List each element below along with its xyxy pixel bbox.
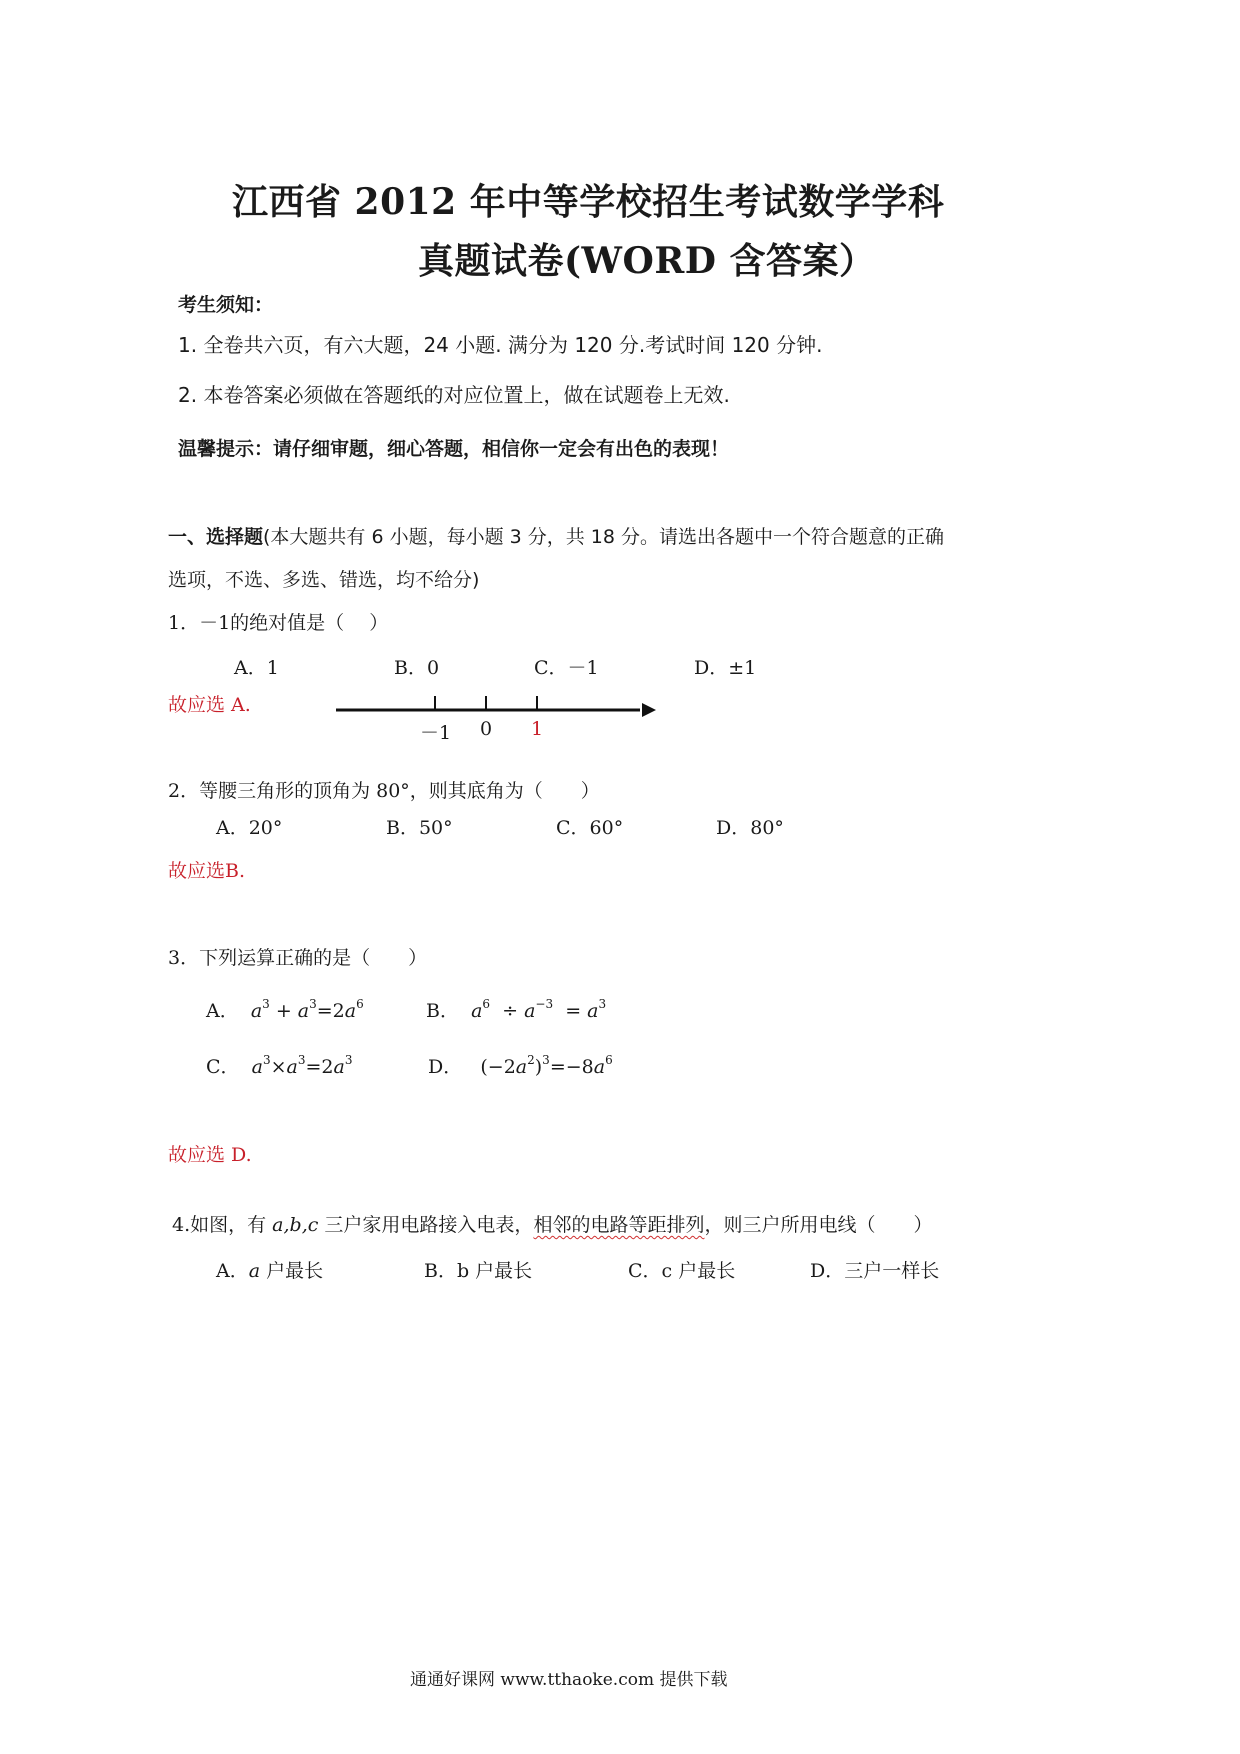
q3-option-b-formula: $a^6 \div a^{-3} = a^3$ [471,997,607,1022]
q3-option-d-formula: $(-2a^2)^3=-8a^6$ [468,1053,613,1078]
q2-option-a: A．20° [216,817,283,839]
q3-option-a-formula: $a^3 + a^3=2a^6$ [250,997,364,1022]
q3-option-b-label: B． [426,1000,459,1022]
q3-option-d-label: D． [428,1056,463,1078]
q3-option-a-label: A． [206,1000,239,1022]
q4-option-a-rest: 户最长 [260,1260,324,1282]
q2-option-b: B．50° [386,817,453,839]
q4-stem-underlined: 相邻的电路等距排列 [533,1214,705,1236]
q3-answer: 故应选 D. [168,1144,252,1166]
number-line-diagram [330,688,670,758]
q1-stem: 1．－1的绝对值是（ ） [168,612,389,634]
q3-option-a [206,996,364,1023]
q3-option-c-label: C． [206,1056,240,1078]
q2-answer: 故应选B. [168,860,246,882]
q3-stem: 3．下列运算正确的是（ ） [168,947,428,969]
q4-option-d: D．三户一样长 [810,1260,940,1282]
title-line-2: 真题试卷(WORD 含答案） [418,240,876,282]
title-line-1: 江西省 2012 年中等学校招生考试数学学科 [232,181,945,223]
q1-option-d: D．±1 [694,657,757,679]
notice-item-2: 2. 本卷答案必须做在答题纸的对应位置上，做在试题卷上无效. [178,383,730,407]
q3-option-d [428,1052,613,1079]
q1-answer: 故应选 A. [168,694,251,716]
notice-item-1: 1. 全卷共六页，有六大题，24 小题. 满分为 120 分.考试时间 120 分钟. [178,333,823,357]
section1-label: 一、选择题 [168,526,264,548]
q4-stem-post: ，则三户所用电线（ ） [704,1214,933,1236]
q3-option-c-formula: $a^3\times a^3=2a^3$ [251,1053,353,1078]
section1-heading [168,522,944,549]
section1-desc-line-1: (本大题共有 6 小题，每小题 3 分，共 18 分。请选出各题中一个符合题意的正确 [263,526,945,548]
section1-desc-line-2: 选项，不选、多选、错选，均不给分) [168,569,480,591]
q1-option-b: B．0 [394,657,440,679]
number-line-arrow [642,703,656,717]
notice-tip: 温馨提示：请仔细审题，细心答题，相信你一定会有出色的表现！ [178,438,730,460]
q3-option-c [206,1052,352,1079]
q3-option-b [426,996,606,1023]
number-line-label-zero: 0 [480,718,493,740]
q2-option-d: D．80° [716,817,784,839]
q4-option-c: C．c 户最长 [628,1260,736,1282]
q1-option-a: A．1 [234,657,279,679]
number-line-label-one: 1 [531,718,544,740]
q4-option-a [216,1256,323,1283]
q2-option-c: C．60° [556,817,624,839]
number-line-label-neg-one: －1 [420,722,452,744]
q1-option-c: C．－1 [534,657,599,679]
q4-option-a-var: a [248,1260,261,1282]
page-footer: 通通好课网 www.tthaoke.com 提供下载 [410,1670,728,1690]
notice-heading: 考生须知： [178,294,274,316]
q4-stem-vars: a,b,c [272,1214,319,1236]
q4-stem-pre: 4.如图，有 [172,1214,273,1236]
q4-stem [172,1210,932,1237]
q4-option-b: B．b 户最长 [424,1260,533,1282]
q2-stem: 2．等腰三角形的顶角为 80°，则其底角为（ ） [168,780,600,802]
q4-stem-mid: 三户家用电路接入电表， [318,1214,534,1236]
q4-option-a-label: A． [216,1260,249,1282]
